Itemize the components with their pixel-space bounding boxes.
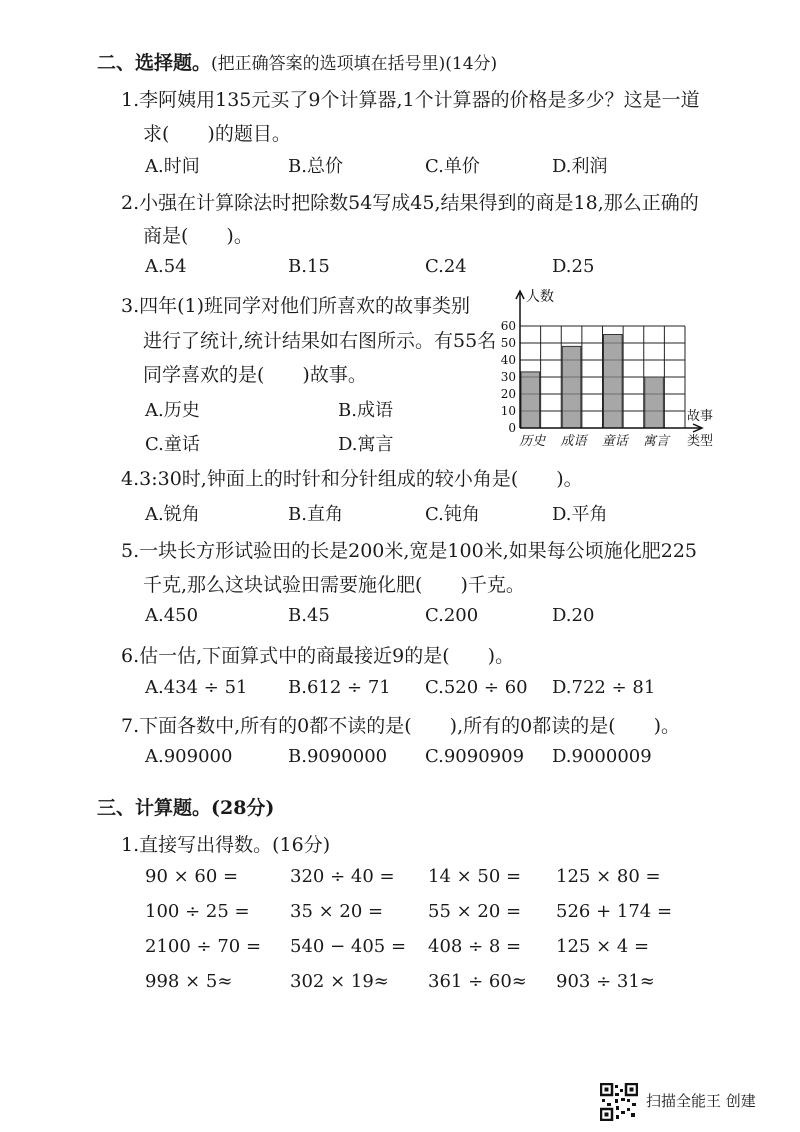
question-3-line-3: 同学喜欢的是( )故事。 [143, 364, 367, 386]
q4-option-a: A.锐角 [145, 504, 200, 525]
q6-option-b: B.612 ÷ 71 [288, 677, 391, 698]
q7-option-b: B.9090000 [288, 746, 388, 767]
question-7-line-1: 7.下面各数中,所有的0都不读的是( ),所有的0都读的是( )。 [121, 715, 681, 737]
q3-option-a: A.历史 [145, 400, 200, 421]
story-type-bar-chart [490, 283, 720, 453]
q3-option-d: D.寓言 [338, 434, 394, 455]
q7-option-c: C.9090909 [425, 746, 525, 767]
q3-option-c: C.童话 [145, 434, 200, 455]
calc-r4-c4: 903 ÷ 31≈ [556, 971, 655, 992]
calc-r2-c1: 100 ÷ 25 = [145, 901, 250, 922]
question-2-line-1: 2.小强在计算除法时把除数54写成45,结果得到的商是18,那么正确的 [121, 192, 699, 214]
question-1-line-2: 求( )的题目。 [143, 123, 291, 145]
calc-r1-c3: 14 × 50 = [428, 866, 522, 887]
bar-寓言 [645, 377, 664, 428]
q7-option-a: A.909000 [145, 746, 233, 767]
q4-option-c: C.钝角 [425, 504, 480, 525]
y-tick-label: 40 [500, 353, 516, 367]
y-tick-label: 20 [500, 387, 516, 401]
q2-option-b: B.15 [288, 256, 330, 277]
calc-r3-c3: 408 ÷ 8 = [428, 936, 522, 957]
calc-r2-c3: 55 × 20 = [428, 901, 522, 922]
q5-option-a: A.450 [145, 605, 199, 626]
calc-r4-c3: 361 ÷ 60≈ [428, 971, 527, 992]
x-axis-title-2: 类型 [687, 434, 714, 449]
q5-option-d: D.20 [552, 605, 595, 626]
q2-option-a: A.54 [145, 256, 187, 277]
x-tick-label: 童话 [601, 434, 628, 449]
y-tick-label: 50 [500, 336, 516, 350]
q5-option-b: B.45 [288, 605, 330, 626]
y-tick-label: 30 [500, 370, 516, 384]
calc-r3-c2: 540 − 405 = [290, 936, 407, 957]
calc-r4-c1: 998 × 5≈ [145, 971, 233, 992]
calc-r3-c4: 125 × 4 = [556, 936, 650, 957]
calc-r1-c4: 125 × 80 = [556, 866, 661, 887]
y-tick-label: 10 [500, 404, 516, 418]
x-tick-label: 历史 [519, 434, 546, 449]
x-tick-label: 寓言 [643, 434, 670, 449]
bar-童话 [604, 335, 623, 429]
qr-code-icon [600, 1083, 638, 1121]
x-tick-label: 成语 [560, 434, 587, 449]
q2-option-d: D.25 [552, 256, 595, 277]
calc-r2-c2: 35 × 20 = [290, 901, 384, 922]
question-3-line-2: 进行了统计,统计结果如右图所示。有55名 [143, 330, 497, 352]
q3-option-b: B.成语 [338, 400, 393, 421]
section2-title: 二、选择题。 [97, 52, 212, 74]
question-5-line-2: 千克,那么这块试验田需要施化肥( )千克。 [143, 574, 525, 596]
x-axis-title-1: 故事 [687, 409, 714, 424]
y-tick-label: 60 [500, 319, 516, 333]
q1-option-a: A.时间 [145, 156, 200, 177]
q2-option-c: C.24 [425, 256, 467, 277]
q5-option-c: C.200 [425, 605, 479, 626]
q6-option-c: C.520 ÷ 60 [425, 677, 528, 698]
q4-option-b: B.直角 [288, 504, 343, 525]
calc-r3-c1: 2100 ÷ 70 = [145, 936, 262, 957]
y-tick-label: 0 [508, 421, 516, 435]
q4-option-d: D.平角 [552, 504, 608, 525]
q1-option-d: D.利润 [552, 156, 608, 177]
question-1-line-1: 1.李阿姨用135元买了9个计算器,1个计算器的价格是多少？这是一道 [121, 89, 700, 111]
calc-r1-c1: 90 × 60 = [145, 866, 239, 887]
q7-option-d: D.9000009 [552, 746, 652, 767]
q1-option-c: C.单价 [425, 156, 480, 177]
question-6-line-1: 6.估一估,下面算式中的商最接近9的是( )。 [121, 645, 515, 667]
calc-r2-c4: 526 + 174 = [556, 901, 673, 922]
question-5-line-1: 5.一块长方形试验田的长是200米,宽是100米,如果每公顷施化肥225 [121, 540, 698, 562]
calc-r4-c2: 302 × 19≈ [290, 971, 389, 992]
q1-option-b: B.总价 [288, 156, 343, 177]
question-3-line-1: 3.四年(1)班同学对他们所喜欢的故事类别 [121, 295, 471, 317]
question-2-line-2: 商是( )。 [143, 225, 253, 247]
section-title [97, 48, 497, 75]
section2-note: (把正确答案的选项填在括号里)(14分) [211, 54, 498, 74]
q6-option-a: A.434 ÷ 51 [145, 677, 248, 698]
scanner-watermark: 扫描全能王 创建 [646, 1092, 756, 1110]
y-axis-title: 人数 [526, 289, 554, 305]
question-4-line-1: 4.3:30时,钟面上的时针和分针组成的较小角是( )。 [121, 468, 583, 490]
bar-历史 [521, 372, 540, 428]
q6-option-d: D.722 ÷ 81 [552, 677, 656, 698]
bar-成语 [562, 346, 581, 428]
section3-sub1: 1.直接写出得数。(16分) [121, 834, 331, 856]
calc-r1-c2: 320 ÷ 40 = [290, 866, 395, 887]
section3-title: 三、计算题。(28分) [97, 797, 275, 819]
